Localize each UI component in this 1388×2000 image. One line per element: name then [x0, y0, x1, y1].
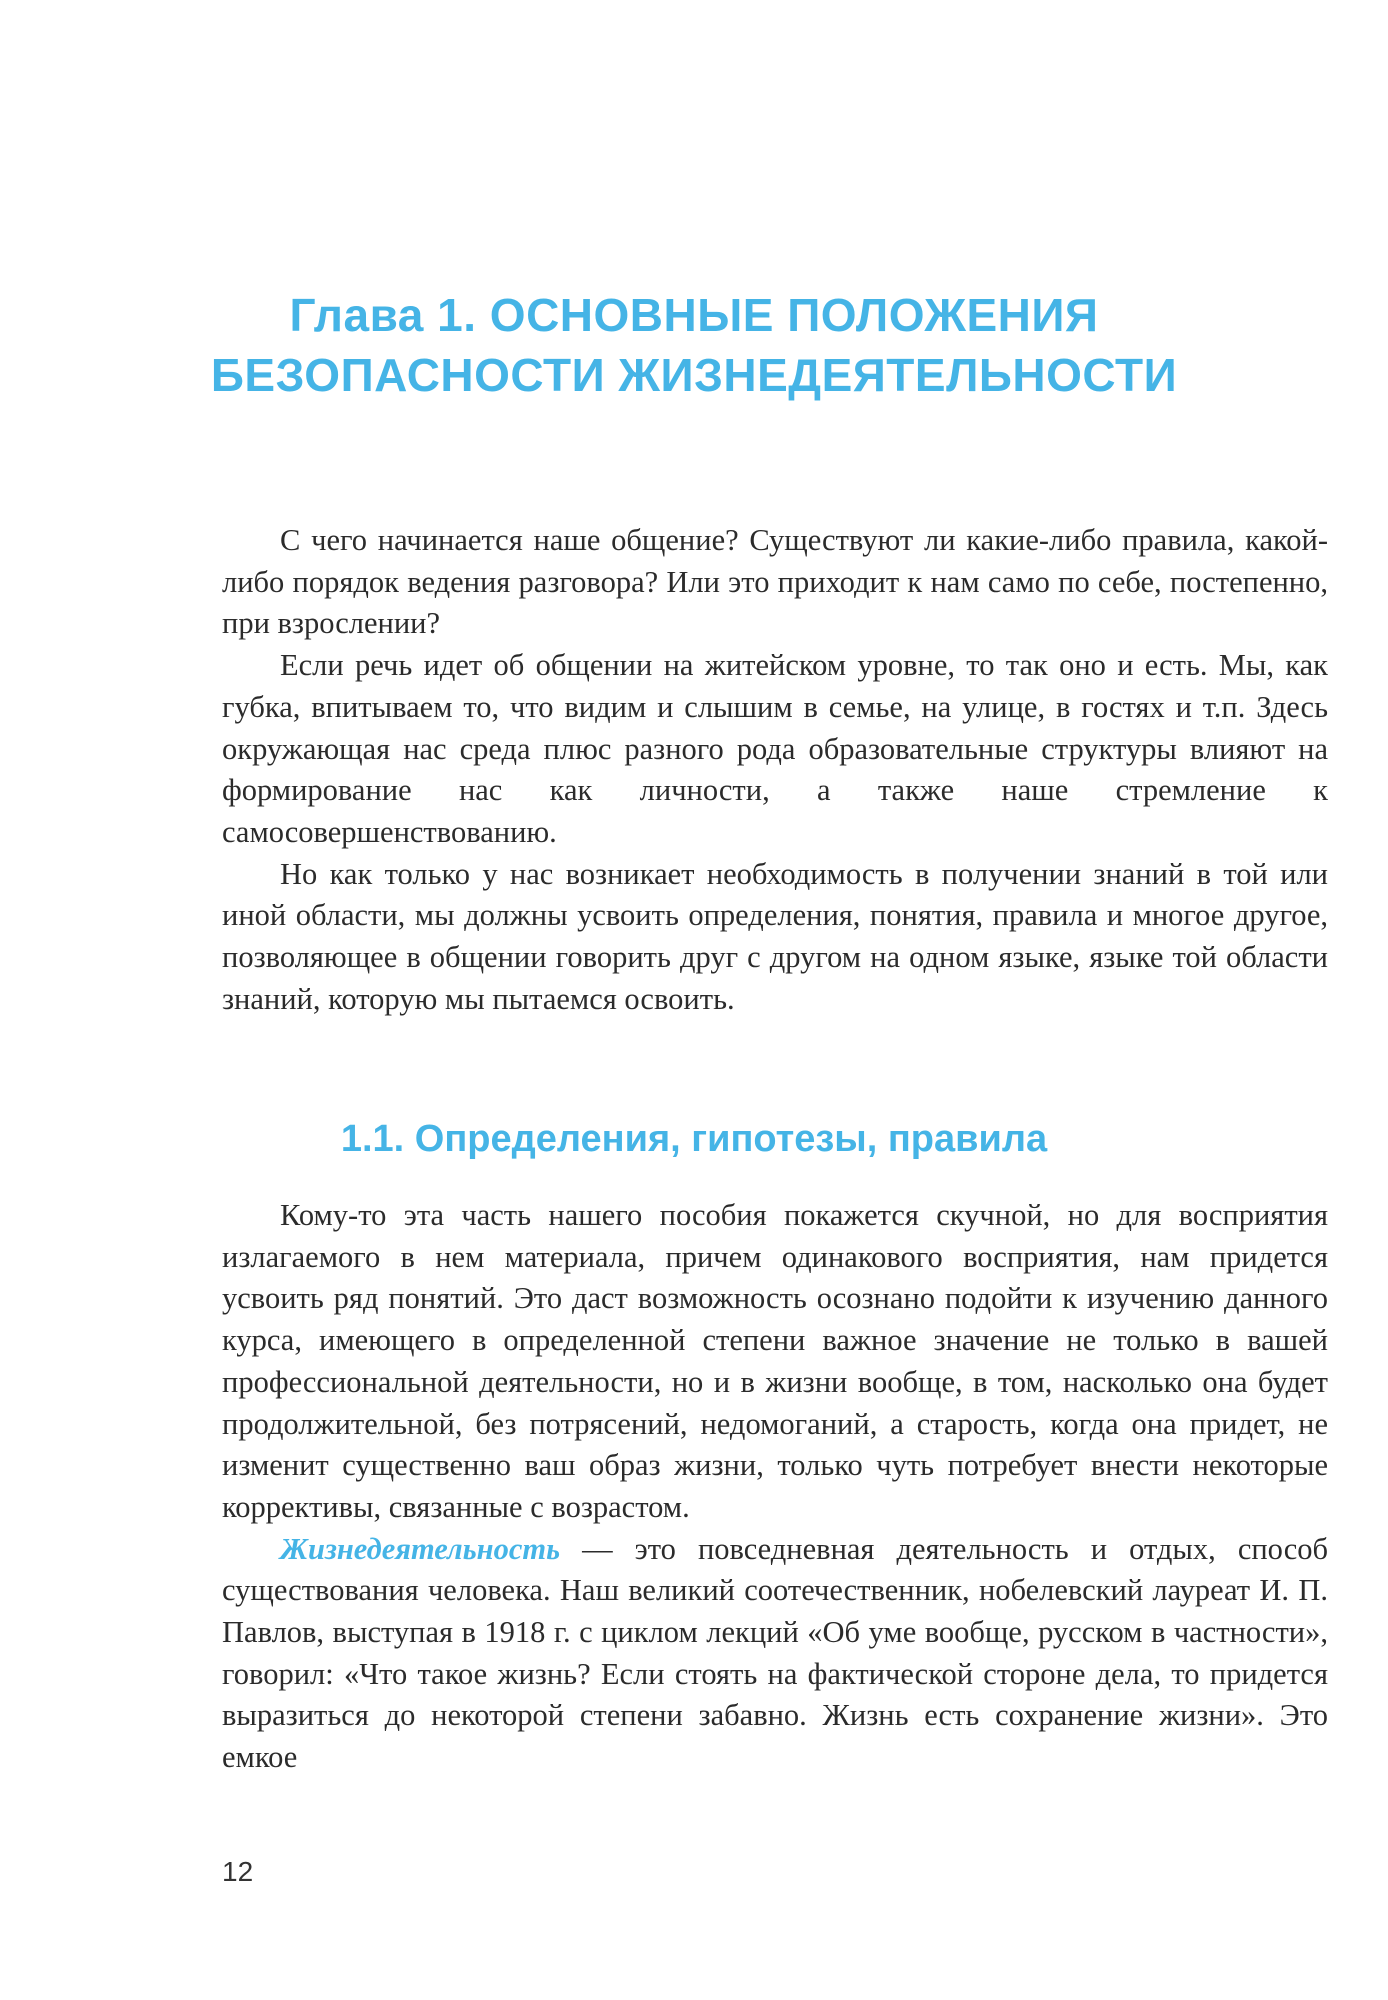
- chapter-title-line-2: БЕЗОПАСНОСТИ ЖИЗНЕДЕЯТЕЛЬНОСТИ: [210, 349, 1178, 401]
- intro-paragraph-1: С чего начинается наше общение? Существуют ли какие-либо правила, какой-либо порядок ведения разговора? Или это приходит к нам само по себе, постепенно, при взрослении?: [222, 523, 1328, 641]
- chapter-title: [0, 285, 1388, 405]
- intro-paragraph-2: Если речь идет об общении на житейском уровне, то так оно и есть. Мы, как губка, впитываем то, что видим и слышим в семье, на улице, в гостях и т.п. Здесь окружающая нас среда плюс разного рода образовательные структуры влияют на формирование нас как личности, а также наше стремление к самосовершенствованию.: [222, 648, 1328, 849]
- term-highlight: Жизнедеятельность: [280, 1531, 561, 1566]
- intro-text: [222, 520, 1328, 1020]
- section-paragraph-2: [222, 1529, 1328, 1779]
- section-paragraph-1: Кому-то эта часть нашего пособия покажется скучной, но для восприятия излагаемого в нем материала, причем одинакового восприятия, нам придется усвоить ряд понятий. Это даст возможность осознано подойти к изучению данного курса, имеющего в определенной степени важное значение не только в вашей профессиональной деятельности, но и в жизни вообще, в том, насколько она будет продолжительной, без потрясений, недомоганий, а старость, когда она придет, не изменит существенно ваш образ жизни, только чуть потребует внести некоторые коррективы, связанные с возрастом.: [222, 1198, 1328, 1524]
- section-title: 1.1. Определения, гипотезы, правила: [340, 1118, 1048, 1160]
- section-text: [222, 1195, 1328, 1779]
- section-paragraph-2-text: — это повседневная деятельность и отдых, способ существования человека. Наш великий соотечественник, нобелевский лауреат И. П. Павлов, выступая в 1918 г. с циклом лекций «Об уме вообще, русском в частности», говорил: «Что такое жизнь? Если стоять на фактической стороне дела, то придется выразиться до некоторой степени забавно. Жизнь есть сохранение жизни». Это емкое: [222, 1531, 1328, 1775]
- intro-paragraph-3: Но как только у нас возникает необходимость в получении знаний в той или иной области, мы должны усвоить определения, понятия, правила и многое другое, позволяющее в общении говорить друг с другом на одном языке, языке той области знаний, которую мы пытаемся освоить.: [222, 856, 1328, 1016]
- page-number: 12: [222, 1856, 254, 1887]
- chapter-title-line-1: Глава 1. ОСНОВНЫЕ ПОЛОЖЕНИЯ: [289, 289, 1099, 341]
